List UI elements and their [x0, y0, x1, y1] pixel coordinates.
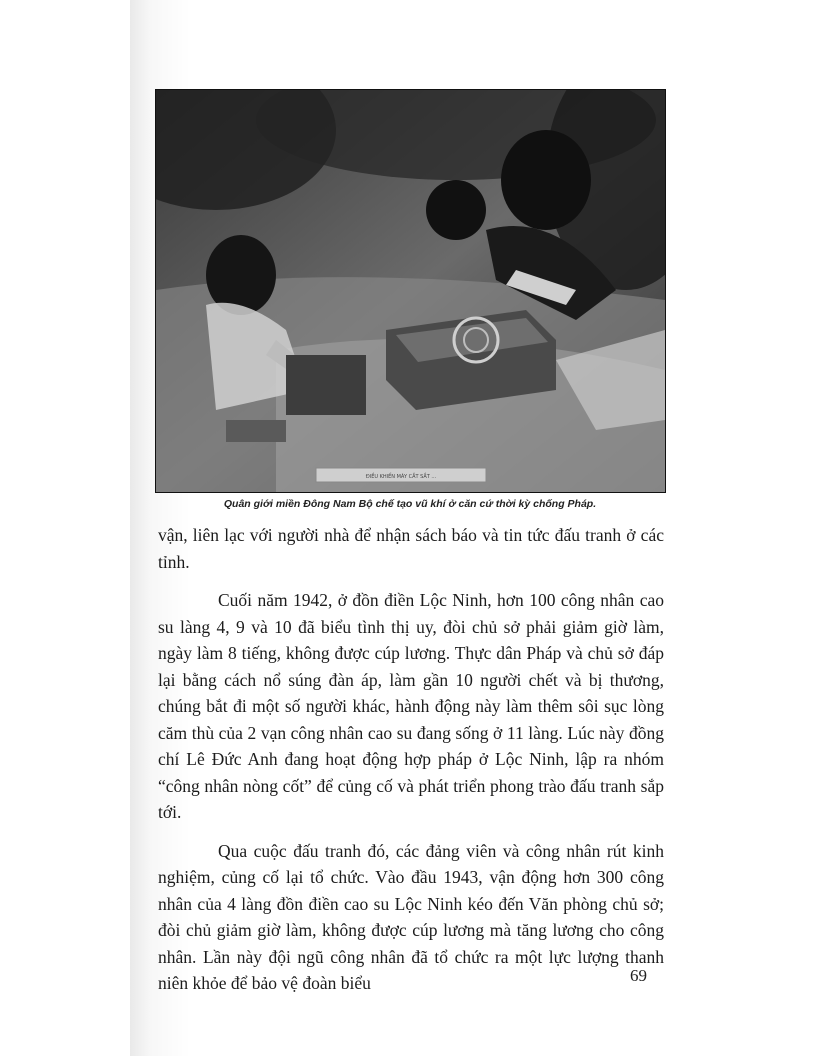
paragraph: vận, liên lạc với người nhà để nhận sách báo và tin tức đấu tranh ở các tỉnh. [158, 525, 664, 572]
historical-photo [155, 89, 666, 493]
paragraph: Cuối năm 1942, ở đồn điền Lộc Ninh, hơn 100 công nhân cao su làng 4, 9 và 10 đã biểu tình thị uy, đòi chủ sở phải giảm giờ làm, ngày làm 8 tiếng, không được cúp lương. Thực dân Pháp và chủ sở đáp lại bằng cách nổ súng đàn áp, làm gần 10 người chết và bị thương, chúng bắt đi một số người khác, hành động này làm thêm sôi sục lòng căm thù của 2 vạn công nhân cao su đang sống ở 11 làng. Lúc này đồng chí Lê Đức Anh đang hoạt động hợp pháp ở Lộc Ninh, lập ra nhóm “công nhân nòng cốt” để củng cố và phát triển phong trào đấu tranh sắp tới. [158, 590, 664, 822]
page-number: 69 [630, 966, 647, 985]
paragraph: Qua cuộc đấu tranh đó, các đảng viên và công nhân rút kinh nghiệm, củng cố lại tổ chức. Vào đầu 1943, vận động hơn 300 công nhân của 4 làng đồn điền cao su Lộc Ninh kéo đến Văn phòng chủ sở; đòi chủ giảm giờ làm, không được cúp lương mà tăng lương cho công nhân. Lần này đội ngũ công nhân đã tổ chức ra một lực lượng thanh niên khỏe để bảo vệ đoàn biểu [158, 840, 664, 993]
photo-sign-text: ĐIỀU KHIỂN MÁY CẮT SẮT ... [365, 474, 437, 480]
body-text [158, 522, 664, 997]
figure-caption: Quân giới miền Đông Nam Bộ chế tạo vũ khí ở căn cứ thời kỳ chống Pháp. [223, 498, 597, 510]
